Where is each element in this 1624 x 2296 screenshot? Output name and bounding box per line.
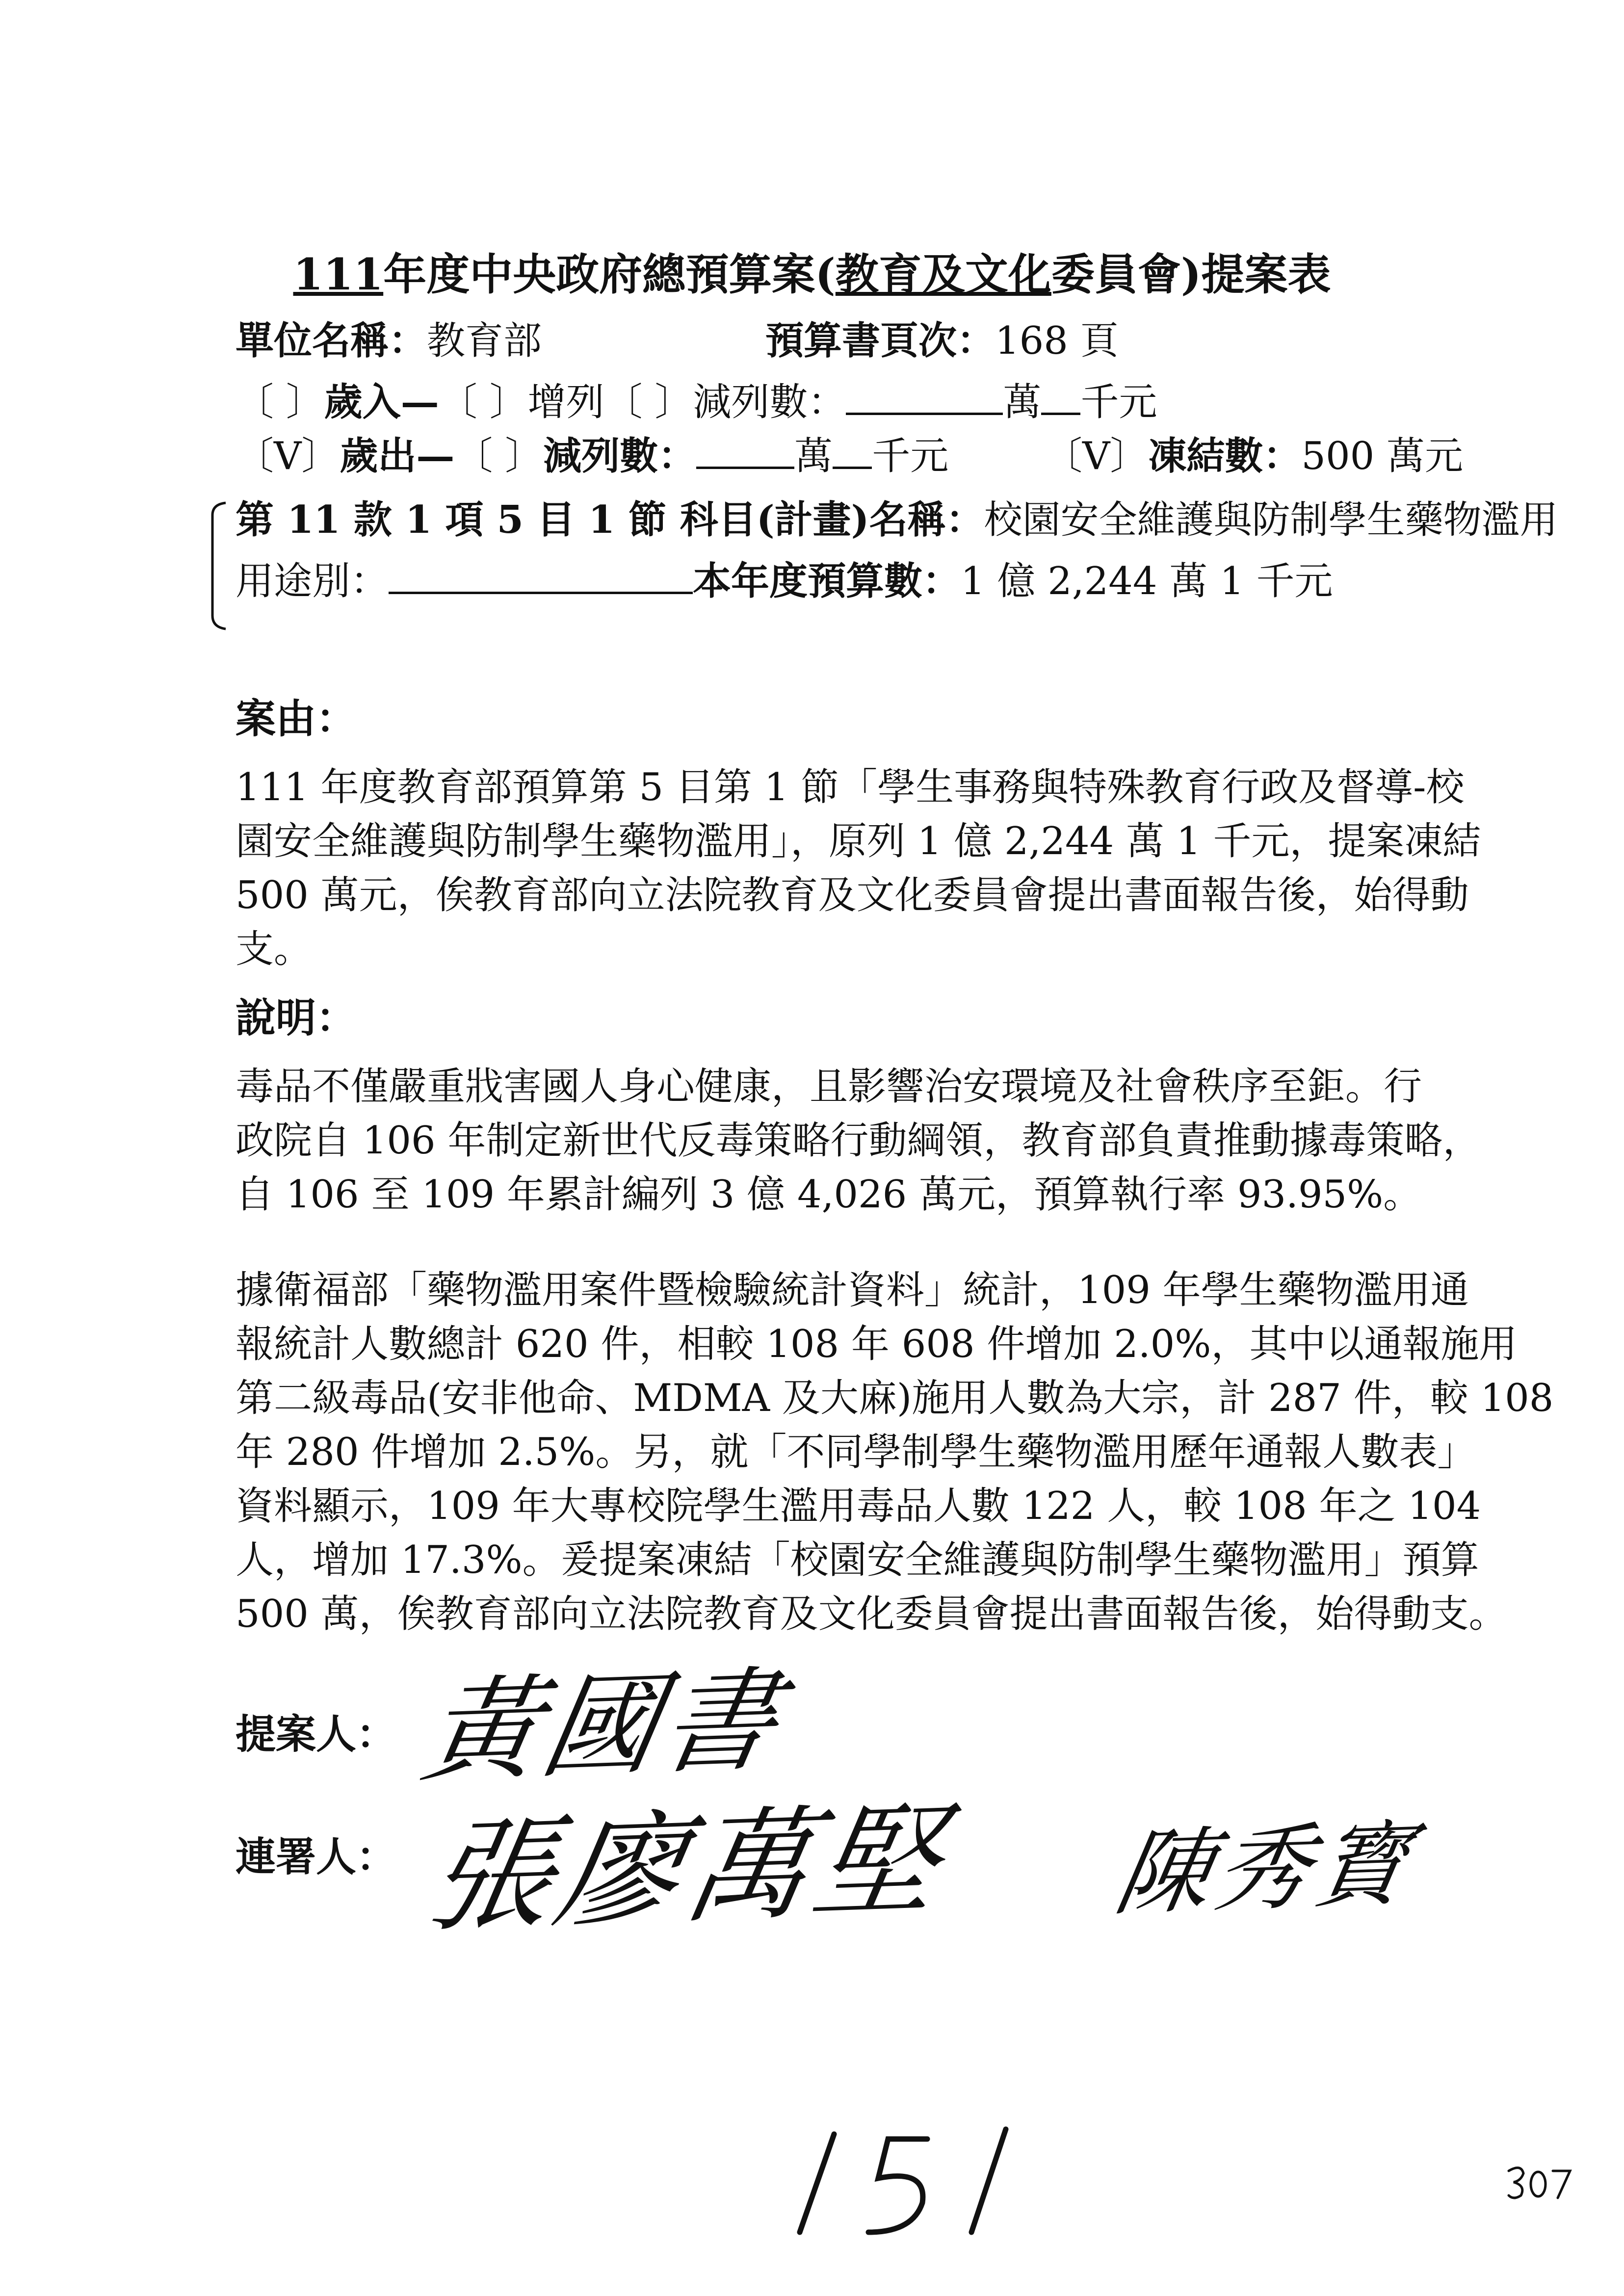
revenue-row: 〔 〕歲入—〔 〕增列〔 〕減列數： 萬 千元 [236,378,1157,427]
cosigner-signature-1: 張廖萬堅 [417,1788,957,1950]
cosigner-label: 連署人： [236,1833,397,1880]
explanation-line: 毒品不僅嚴重戕害國人身心健康，且影響治安環境及社會秩序至鉅。行 [236,1065,1422,1109]
proposer-signature: 黃國書 [414,1655,793,1799]
cosigner-signature-2: 陳秀寳 [1108,1809,1424,1929]
blank [833,432,872,469]
corner-page-number [1506,2164,1575,2203]
use-row: 用途別： 本年度預算數：1 億 2,244 萬 1 千元 [236,557,1333,606]
reason-line: 500 萬元，俟教育部向立法院教育及文化委員會提出書面報告後，始得動 [236,873,1469,917]
unit-row: 單位名稱：教育部 預算書頁次：168 頁 [236,316,542,365]
blank [1041,378,1080,415]
reason-line: 園安全維護與防制學生藥物濫用」，原列 1 億 2,244 萬 1 千元，提案凍結 [236,819,1481,863]
explanation-line: 人，增加 17.3%。爰提案凍結「校園安全維護與防制學生藥物濫用」預算 [236,1538,1479,1582]
bracket [209,500,228,633]
item-row: 第 11 款 1 項 5 目 1 節 科目(計畫)名稱：校園安全維護與防制學生藥物濫用 [236,497,1558,542]
reason-line: 支。 [236,927,313,971]
reason-line: 111 年度教育部預算第 5 目第 1 節「學生事務與特殊教育行政及督導-校 [236,765,1465,809]
explanation-line: 500 萬，俟教育部向立法院教育及文化委員會提出書面報告後，始得動支。 [236,1592,1507,1636]
explanation-line: 資料顯示，109 年大專校院學生濫用毒品人數 122 人，較 108 年之 104 [236,1484,1481,1528]
budget-page: 預算書頁次：168 頁 [765,318,1119,363]
explanation-line: 年 280 件增加 2.5%。另，就「不同學制學生藥物濫用歷年通報人數表」 [236,1430,1476,1474]
explanation-line: 據衛福部「藥物濫用案件暨檢驗統計資料」統計，109 年學生藥物濫用通 [236,1268,1469,1312]
blank [846,378,1003,415]
proposer-label: 提案人： [236,1711,397,1758]
page-title: 111年度中央政府總預算案(教育及文化委員會)提案表 [293,249,1331,300]
explanation-heading: 說明： [236,994,357,1042]
explanation-line: 報統計人數總計 620 件，相較 108 年 608 件增加 2.0%，其中以通報施用 [236,1322,1518,1366]
blank [696,432,794,469]
handwritten-page-number [780,2124,1016,2242]
explanation-line: 自 106 至 109 年累計編列 3 億 4,026 萬元，預算執行率 93.95%。 [236,1173,1422,1217]
explanation-line: 政院自 106 年制定新世代反毒策略行動綱領，教育部負責推動據毒策略， [236,1119,1481,1163]
reason-heading: 案由： [236,695,357,742]
blank [389,557,693,594]
expense-row: 〔V〕歲出—〔 〕減列數： 萬 千元 〔V〕凍結數：500 萬元 [236,432,1463,481]
explanation-line: 第二級毒品(安非他命、MDMA 及大麻)施用人數為大宗，計 287 件，較 108 [236,1376,1554,1420]
